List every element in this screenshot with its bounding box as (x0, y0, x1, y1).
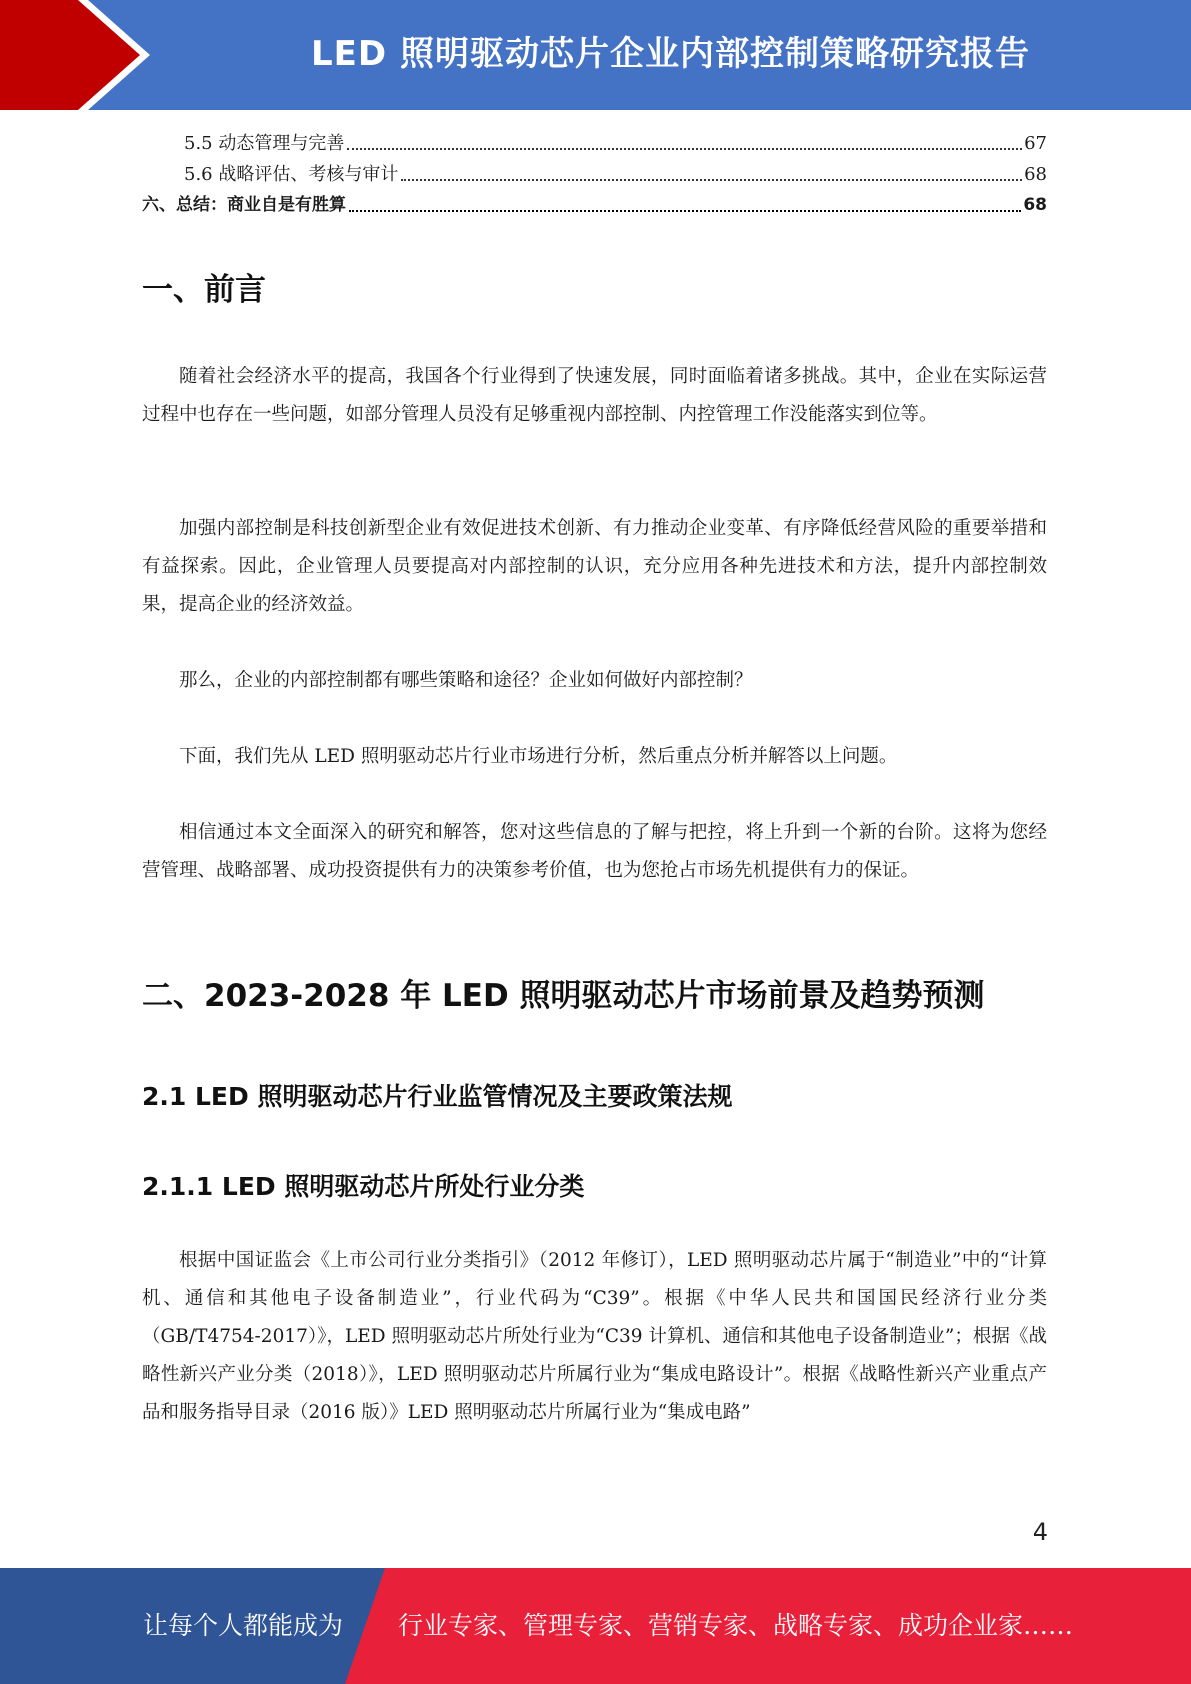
paragraph: 根据中国证监会《上市公司行业分类指引》（2012 年修订），LED 照明驱动芯片属于“制造业”中的“计算机、通信和其他电子设备制造业”，行业代码为“C39”。根据《中华人民共和国国民经济行业分类（GB/T4754-2017）》，LED 照明驱动芯片所处行业为“C39 计算机、通信和其他电子设备制造业”；根据《战略性新兴产业分类（2018）》，LED 照明驱动芯片所属行业为“集成电路设计”。根据《战略性新兴产业重点产品和服务指导目录（2016 版）》LED 照明驱动芯片所属行业为“集成电路” (142, 1250, 1047, 1423)
toc-leader-dots (347, 148, 1022, 150)
section-heading-preface: 一、前言 (142, 272, 266, 308)
footer-slogan-right: 行业专家、管理专家、营销专家、战略专家、成功企业家…… (398, 1611, 1074, 1640)
footer-slogan-left: 让每个人都能成为 (143, 1611, 344, 1640)
toc-item-label: 六、总结：商业自是有胜算 (142, 195, 346, 215)
table-of-contents (142, 128, 1047, 221)
paragraph: 下面，我们先从 LED 照明驱动芯片行业市场进行分析，然后重点分析并解答以上问题。 (179, 746, 898, 767)
paragraph: 随着社会经济水平的提高，我国各个行业得到了快速发展，同时面临着诸多挑战。其中，企业在实际运营过程中也存在一些问题，如部分管理人员没有足够重视内部控制、内控管理工作没能落实到位等。 (142, 366, 1047, 425)
footer-banner (0, 1568, 1191, 1684)
toc-item-page: 68 (1023, 195, 1047, 215)
section-heading-market-outlook: 二、2023-2028 年 LED 照明驱动芯片市场前景及趋势预测 (142, 978, 985, 1014)
toc-item[interactable] (142, 190, 1047, 221)
toc-item-label: 5.6 战略评估、考核与审计 (184, 164, 399, 185)
paragraph: 加强内部控制是科技创新型企业有效促进技术创新、有力推动企业变革、有序降低经营风险的重要举措和有益探索。因此，企业管理人员要提高对内部控制的认识，充分应用各种先进技术和方法，提升内部控制效果，提高企业的经济效益。 (142, 518, 1047, 615)
page-number: 4 (1032, 1518, 1048, 1546)
toc-leader-dots (349, 210, 1021, 212)
toc-item-label: 5.5 动态管理与完善 (184, 133, 345, 154)
toc-item-page: 68 (1024, 164, 1047, 185)
toc-item[interactable] (142, 159, 1047, 190)
report-title: LED 照明驱动芯片企业内部控制策略研究报告 (311, 34, 1030, 74)
subsection-heading: 2.1 LED 照明驱动芯片行业监管情况及主要政策法规 (142, 1082, 733, 1111)
red-arrow-shape (0, 0, 150, 110)
paragraph: 那么，企业的内部控制都有哪些策略和途径？企业如何做好内部控制？ (179, 670, 753, 691)
subsection-heading: 2.1.1 LED 照明驱动芯片所处行业分类 (142, 1172, 585, 1201)
header-banner (0, 0, 1191, 110)
toc-item-page: 67 (1024, 133, 1047, 154)
toc-leader-dots (401, 179, 1022, 181)
toc-item[interactable] (142, 128, 1047, 159)
paragraph: 相信通过本文全面深入的研究和解答，您对这些信息的了解与把控，将上升到一个新的台阶。这将为您经营管理、战略部署、成功投资提供有力的决策参考价值，也为您抢占市场先机提供有力的保证。 (142, 822, 1047, 881)
